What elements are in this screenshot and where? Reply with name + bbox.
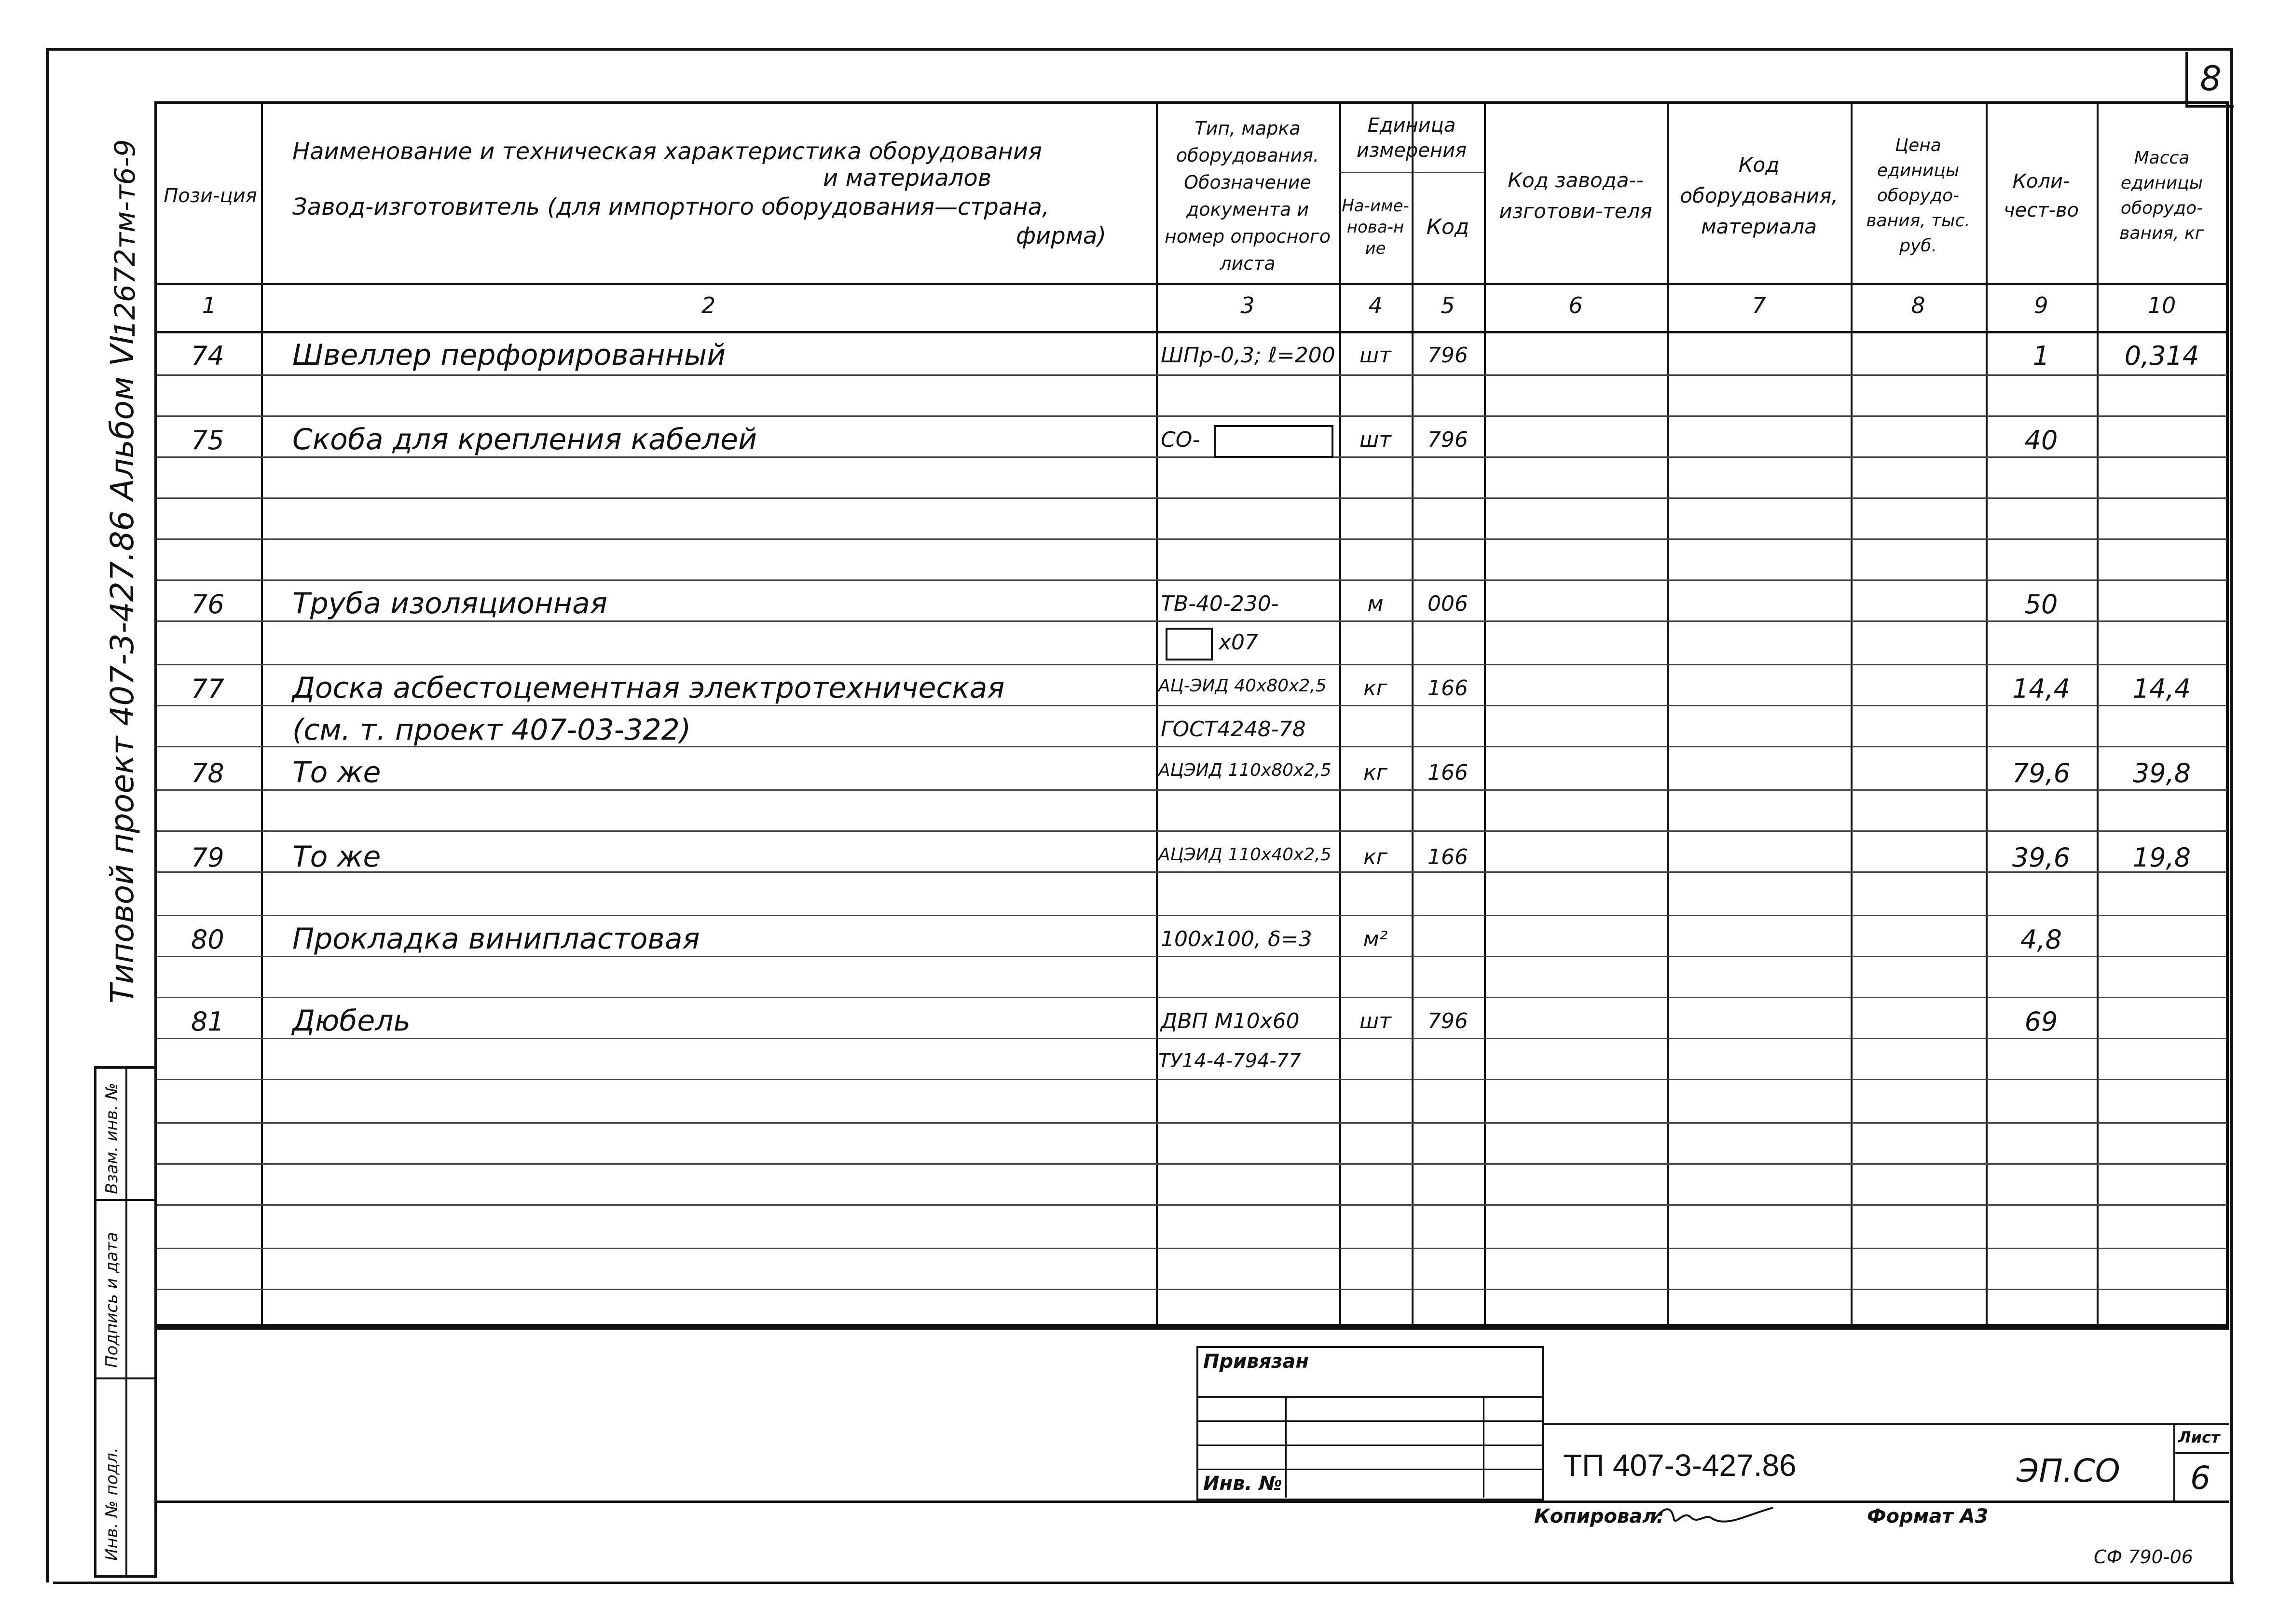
row74-type: ШПр-0,3; ℓ=200 (1161, 343, 1335, 368)
doc-code: ЭП.СО (2017, 1452, 2120, 1489)
row74-code: 796 (1428, 343, 1468, 368)
project-number: ТП 407-3-427.86 (1563, 1448, 1797, 1483)
title-block-divider (1544, 1423, 2229, 1425)
row76-code: 006 (1428, 592, 1468, 616)
row79-qty: 39,6 (2012, 842, 2071, 873)
row74-unit: шт (1359, 343, 1391, 368)
header-name-line4: фирма) (1016, 222, 1107, 249)
title-block-top-line (154, 1327, 2229, 1330)
row78-code: 166 (1428, 760, 1468, 785)
colnum-10: 10 (2147, 292, 2176, 318)
row75-code: 796 (1428, 427, 1468, 452)
row81-type: ДВП М10х60 (1161, 1009, 1300, 1033)
header-type: Тип, марка оборудования. Обозначение документа и номер опросного листа (1164, 118, 1331, 274)
colnum-7: 7 (1752, 292, 1766, 318)
list-cell-left-border (2173, 1423, 2175, 1500)
row76-qty: 50 (2024, 589, 2058, 619)
margin-podpis-label: Подпись и дата (102, 1232, 122, 1368)
privyazan-stamp (1196, 1346, 1544, 1500)
row79-type: АЦЭИД 110х40х2,5 (1158, 845, 1332, 865)
row76-pos: 76 (191, 589, 224, 619)
row78-mass: 39,8 (2132, 758, 2191, 788)
header-price: Цена единицы оборудо-вания, тыс. руб. (1866, 136, 1970, 256)
colnum-1: 1 (202, 292, 217, 318)
row78-name: То же (292, 756, 381, 789)
row76-type-redacted-box (1166, 628, 1213, 661)
copier-signature (1650, 1500, 1775, 1529)
row75-pos: 75 (191, 425, 224, 455)
row78-qty: 79,6 (2012, 758, 2071, 788)
row81-name: Дюбель (292, 1004, 411, 1038)
colnum-8: 8 (1911, 292, 1925, 318)
row81-qty: 69 (2024, 1006, 2058, 1037)
row76-name: Труба изоляционная (292, 587, 607, 620)
row75-qty: 40 (2024, 425, 2058, 455)
form-code: СФ 790-06 (2094, 1546, 2193, 1568)
colnum-4: 4 (1368, 292, 1383, 318)
row77-code: 166 (1428, 676, 1468, 701)
margin-vzam-label: Взам. инв. № (102, 1083, 122, 1194)
row81-unit: шт (1359, 1009, 1391, 1033)
row79-name: То же (292, 840, 381, 874)
row77-name: Доска асбестоцементная электротехническая (292, 671, 1005, 705)
header-name-line1: Наименование и техническая характеристика оборудования (292, 138, 1042, 165)
row77-unit: кг (1363, 676, 1387, 701)
row81-type2: ТУ14-4-794-77 (1158, 1050, 1301, 1072)
row77-type2: ГОСТ4248-78 (1161, 717, 1306, 742)
inv-no-label: Инв. № (1203, 1473, 1282, 1495)
margin-invpodl-label: Инв. № подл. (102, 1447, 122, 1561)
row75-type: СО- (1161, 427, 1200, 452)
header-unit-name: На-име-нова-ние (1342, 196, 1409, 258)
row79-code: 166 (1428, 845, 1468, 869)
row80-name: Прокладка винипластовая (292, 922, 700, 956)
row76-type2: х07 (1219, 630, 1259, 655)
vertical-caption: Типовой проект 407-3-427.86 Альбом VI (104, 335, 141, 1004)
row77-type: АЦ-ЭИД 40х80х2,5 (1158, 676, 1327, 696)
row79-pos: 79 (191, 842, 224, 873)
margin-approval-strip (94, 1066, 157, 1578)
row80-unit: м² (1363, 927, 1388, 951)
header-unit-group: Единица измерения (1356, 114, 1467, 162)
row78-pos: 78 (191, 758, 224, 788)
row74-name: Швеллер перфорированный (292, 338, 726, 372)
row74-pos: 74 (191, 341, 224, 371)
sheet-corner-number: 8 (2185, 52, 2234, 108)
header-unit-code: Код (1426, 215, 1469, 239)
vertical-code: 12672тм-т6-9 (109, 139, 141, 338)
colnum-6: 6 (1568, 292, 1583, 318)
format-label: Формат А3 (1867, 1505, 1989, 1528)
list-cell-mid-line (2173, 1452, 2229, 1454)
header-name-line2: и материалов (823, 165, 991, 192)
row77-qty: 14,4 (2012, 674, 2071, 704)
row78-unit: кг (1363, 760, 1387, 785)
title-block-bottom-line (154, 1500, 2229, 1503)
specification-table (154, 101, 2229, 1327)
header-mass: Масса единицы оборудо-вания, кг (2119, 148, 2204, 243)
row76-unit: м (1367, 592, 1384, 616)
row76-type: ТВ-40-230- (1161, 592, 1279, 616)
row81-pos: 81 (191, 1006, 224, 1037)
colnum-9: 9 (2034, 292, 2048, 318)
header-name-line3: Завод-изготовитель (для импортного оборудования—страна, (292, 193, 1050, 220)
row74-mass: 0,314 (2124, 341, 2199, 371)
row79-unit: кг (1363, 845, 1387, 869)
row79-mass: 19,8 (2132, 842, 2191, 873)
list-number: 6 (2190, 1459, 2210, 1497)
row80-qty: 4,8 (2020, 924, 2062, 955)
colnum-3: 3 (1240, 292, 1255, 318)
header-position: Пози-ция (164, 185, 257, 207)
header-equipment-code: Код оборудования, материала (1680, 153, 1838, 238)
row77-name2: (см. т. проект 407-03-322) (292, 713, 691, 747)
row80-pos: 80 (191, 924, 224, 955)
header-quantity: Коли-чест-во (2003, 170, 2079, 221)
colnum-5: 5 (1441, 292, 1455, 318)
row77-mass: 14,4 (2132, 674, 2191, 704)
frame-bottom-line (53, 1582, 2234, 1584)
colnum-2: 2 (701, 292, 716, 318)
row77-pos: 77 (191, 674, 224, 704)
list-label: Лист (2178, 1428, 2220, 1446)
row81-code: 796 (1428, 1009, 1468, 1033)
row75-type-redacted-box (1214, 425, 1333, 458)
privyazan-label: Привязан (1203, 1350, 1309, 1373)
row80-type: 100х100, δ=3 (1161, 927, 1312, 951)
row74-qty: 1 (2032, 341, 2050, 371)
header-factory-code: Код завода--изготови-теля (1499, 168, 1652, 223)
row75-unit: шт (1359, 427, 1391, 452)
kopiroval-label: Копировал: (1534, 1505, 1664, 1528)
row75-name: Скоба для крепления кабелей (292, 423, 757, 456)
row78-type: АЦЭИД 110х80х2,5 (1158, 760, 1332, 780)
